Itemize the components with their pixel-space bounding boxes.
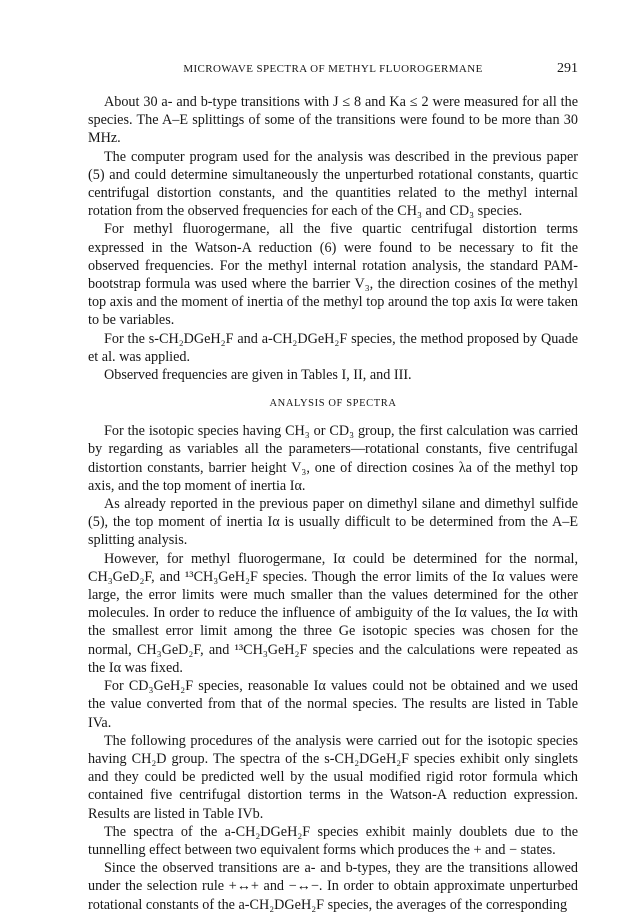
paragraph-computer-program: The computer program used for the analysis was described in the previous paper (5) and could determine simultaneously the unperturbed rotational constants, quartic centrifugal distortion constants, and the quantities related to the methyl internal rotation from the observed frequencies for each of the CH₃ and CD₃ species.	[88, 148, 578, 220]
body-text	[88, 93, 578, 914]
page-header	[88, 59, 578, 79]
paragraph-cd3-species: For CD₃GeH₂F species, reasonable Iα values could not be obtained and we used the value converted from that of the normal species. The results are listed in Table IVa.	[88, 678, 578, 731]
paragraph-ia-determined: However, for methyl fluorogermane, Iα could be determined for the normal, CH₃GeD₂F, and ¹³CH₃GeH₂F species. Though the error limits of the Iα values were large, the error limits were much smaller than the values determined for the other molecules. In order to reduce the influence of ambiguity of the Iα values, the Iα with the smallest error limit among the three Ge isotopic species was chosen for the normal, CH₃GeD₂F, and ¹³CH₃GeH₂F species and the calculations were repeated as the Iα was fixed.	[88, 550, 578, 676]
paragraph-distortion-terms: For methyl fluorogermane, all the five quartic centrifugal distortion terms expressed in the Watson-A reduction (6) were found to be necessary to fit the observed frequencies. For the methyl internal rotation analysis, the standard PAM-bootstrap formula was used where the barrier V₃, the direction cosines of the methyl top axis and the moment of inertia of the methyl top around the top axis Iα were taken to be variables.	[88, 221, 578, 329]
section-heading: ANALYSIS OF SPECTRA	[269, 398, 397, 410]
paragraph-first-calculation: For the isotopic species having CH₃ or CD₃ group, the first calculation was carried by regarding as variables all the parameters—rotational constants, five centrifugal distortion constants, barrier height V₃, one of direction cosines λa of the methyl top axis, and the top moment of inertia Iα.	[88, 423, 578, 494]
paragraph-ch2d-procedures: The following procedures of the analysis were carried out for the isotopic species having CH₂D group. The spectra of the s-CH₂DGeH₂F species exhibit only singlets and they could be predicted well by the usual modified rigid rotor formula which contained five centrifugal distortion terms in the Watson-A reduction expression. Results are listed in Table IVb.	[88, 732, 578, 822]
paragraph-previous-paper: As already reported in the previous paper on dimethyl silane and dimethyl sulfide (5), the top moment of inertia Iα is usually difficult to be determined from the A–E splitting analysis.	[88, 496, 578, 549]
page-number: 291	[557, 61, 578, 76]
paragraph-observed-frequencies: Observed frequencies are given in Tables I, II, and III.	[104, 367, 412, 384]
paragraph-selection-rule: Since the observed transitions are a- and b-types, they are the transitions allowed under the selection rule +↔+ and −↔−. In order to obtain approximate unperturbed rotational constants of the a-CH₂DGeH₂F species, the averages of the corresponding	[88, 860, 578, 913]
paragraph-quade-method: For the s-CH₂DGeH₂F and a-CH₂DGeH₂F species, the method proposed by Quade et al. was applied.	[88, 330, 578, 365]
running-title: MICROWAVE SPECTRA OF METHYL FLUOROGERMANE	[183, 63, 483, 75]
paragraph-transitions-measured: About 30 a- and b-type transitions with J ≤ 8 and Ka ≤ 2 were measured for all the species. The A–E splittings of some of the transitions were found to be more than 30 MHz.	[88, 94, 578, 147]
paragraph-doublets: The spectra of the a-CH₂DGeH₂F species exhibit mainly doublets due to the tunnelling effect between two equivalent forms which produces the + and − states.	[88, 823, 578, 858]
